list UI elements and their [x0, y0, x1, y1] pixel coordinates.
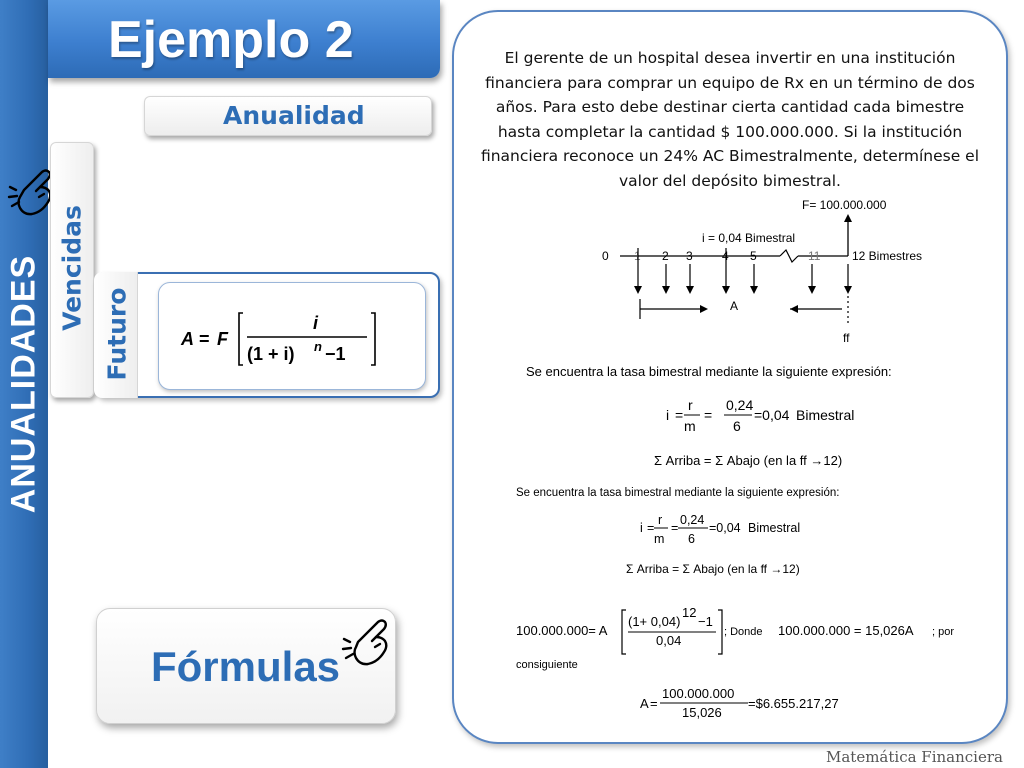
annuity-equation — [512, 600, 972, 680]
equation-por: ; por — [932, 626, 955, 638]
tick-0: 0 — [602, 249, 609, 263]
timeline-payment: A — [730, 299, 739, 313]
block2-i: i — [640, 521, 643, 535]
block2-unit: Bimestral — [748, 521, 801, 535]
anualidad-button[interactable] — [144, 96, 432, 136]
equation-rhs: 100.000.000 = 15,026A — [778, 623, 914, 638]
footer-label: Matemática Financiera — [826, 748, 1003, 766]
final-result-value: =$6.655.217,27 — [748, 696, 839, 711]
final-result — [636, 684, 876, 724]
tick-3: 3 — [686, 249, 693, 263]
tick-2: 2 — [662, 249, 669, 263]
equation-inner: (1+ 0,04) — [628, 614, 681, 629]
formula-f: F — [217, 329, 228, 349]
formulas-label: Fórmulas — [151, 643, 341, 690]
anualidad-label: Anualidad — [223, 101, 365, 130]
final-den: 15,026 — [682, 705, 722, 720]
tick-5: 5 — [750, 249, 757, 263]
equation-minus: −1 — [698, 614, 713, 629]
future-value-formula — [159, 283, 427, 391]
block2-result: =0,04 — [709, 521, 741, 535]
tab-futuro-label: Futuro — [102, 287, 132, 381]
formula-card — [158, 282, 426, 390]
block2-m: m — [654, 532, 665, 546]
block1-unit: Bimestral — [796, 407, 855, 423]
equation-exp: 12 — [682, 605, 697, 620]
page-title: Ejemplo 2 — [108, 11, 354, 69]
formula-numerator: i — [313, 313, 319, 333]
equation-donde: ; Donde — [724, 626, 763, 638]
equation-lhs: 100.000.000= A — [516, 623, 608, 638]
final-eq: = — [650, 696, 658, 711]
block1-eq2: = — [704, 407, 713, 423]
formula-den-tail: −1 — [325, 344, 346, 364]
tick-11: 11 — [808, 249, 821, 263]
formula-den-open: (1 + i) — [247, 344, 295, 364]
final-num: 100.000.000 — [662, 686, 735, 701]
formula-exponent: n — [314, 339, 322, 354]
rate-block-1 — [520, 360, 960, 470]
block1-den: 6 — [733, 418, 741, 434]
block2-eq2: = — [671, 521, 679, 535]
rate-block-2 — [512, 480, 962, 580]
block1-sum: Σ Arriba = Σ Abajo (en la ff →12) — [654, 453, 843, 468]
block1-r: r — [688, 397, 693, 413]
timeline-focal: ff — [843, 331, 850, 345]
tick-1: 1 — [634, 249, 641, 263]
cash-flow-timeline — [590, 194, 950, 350]
block1-heading: Se encuentra la tasa bimestral mediante la siguiente expresión: — [526, 364, 892, 379]
timeline-future-value: F= 100.000.000 — [802, 198, 887, 212]
block2-eq: = — [647, 521, 655, 535]
tick-12: 12 Bimestres — [852, 249, 923, 263]
formula-lhs: A — [181, 329, 194, 349]
block1-m: m — [684, 418, 696, 434]
block1-eq: = — [675, 407, 684, 423]
sidebar-label: ANUALIDADES — [4, 254, 43, 514]
equation-den: 0,04 — [656, 633, 682, 648]
equation-consiguiente: consiguiente — [516, 659, 578, 671]
problem-statement: El gerente de un hospital desea invertir en una institución financiera para comprar un equipo de Rx en un término de dos años. Para esto debe destinar cierta cantidad cada bimestre hasta completar la cantidad $ 100.000.000. Si la institución financiera reconoce un 24% AC Bimestralmente, determínese el valor del depósito bimestral. — [480, 49, 980, 190]
block2-heading: Se encuentra la tasa bimestral mediante la siguiente expresión: — [516, 487, 840, 499]
block1-result: =0,04 — [754, 407, 790, 423]
block1-i: i — [666, 407, 670, 423]
tab-vencidas-label: Vencidas — [57, 205, 87, 331]
block2-den: 6 — [688, 532, 695, 546]
block2-sum: Σ Arriba = Σ Abajo (en la ff →12) — [626, 562, 800, 576]
block2-r: r — [658, 513, 663, 527]
block1-num: 0,24 — [726, 397, 754, 413]
formula-eq: = — [199, 329, 210, 349]
hand-pointer-icon — [336, 610, 396, 672]
block2-num: 0,24 — [680, 513, 705, 527]
final-lhs: A — [640, 696, 649, 711]
tick-4: 4 — [722, 249, 729, 263]
timeline-rate: i = 0,04 Bimestral — [702, 231, 796, 245]
